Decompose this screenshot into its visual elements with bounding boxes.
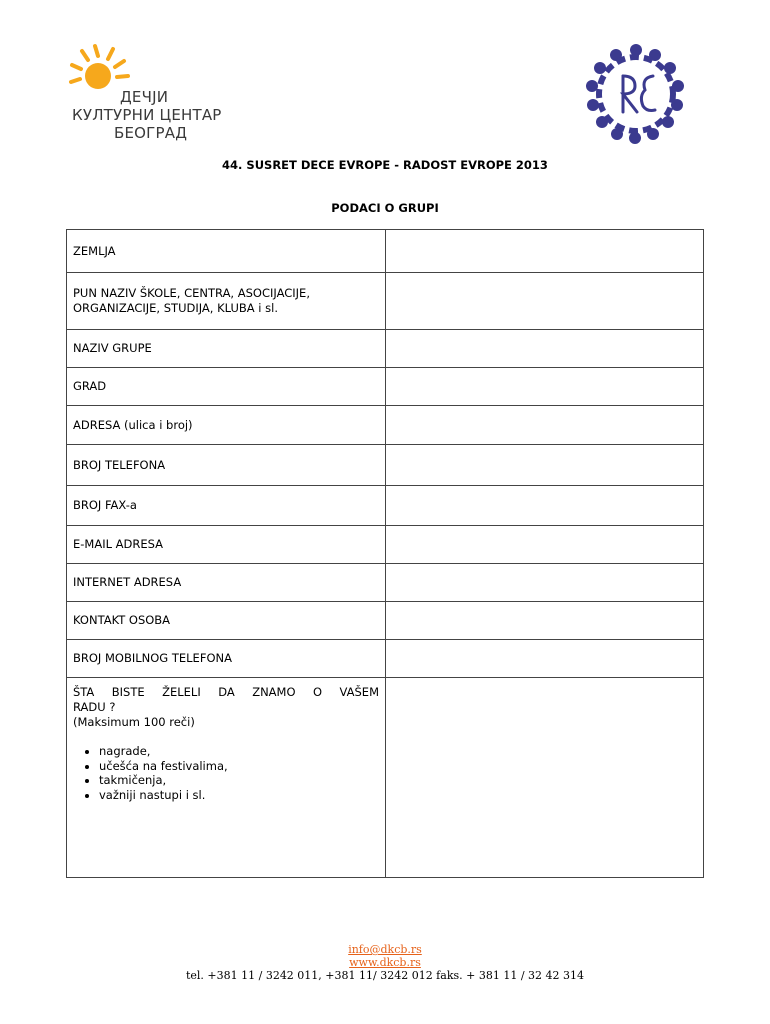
row-label: BROJ FAX-a	[67, 486, 386, 526]
row-label: KONTAKT OSOBA	[67, 602, 386, 640]
row-value-field[interactable]	[386, 330, 704, 368]
footer-phones: tel. +381 11 / 3242 011, +381 11/ 3242 012 faks. + 381 11 / 32 42 314	[185, 969, 585, 982]
table-row	[67, 602, 704, 640]
table-row	[67, 640, 704, 678]
row-value-field[interactable]	[386, 640, 704, 678]
page-title: 44. SUSRET DECE EVROPE - RADOST EVROPE 2013	[222, 158, 548, 172]
row-value-field[interactable]	[386, 445, 704, 486]
list-item: • učešća na festivalima,	[99, 759, 379, 774]
group-data-table	[66, 229, 704, 878]
row-label: PUN NAZIV ŠKOLE, CENTRA, ASOCIJACIJE, ORGANIZACIJE, STUDIJA, KLUBA i sl.	[67, 273, 386, 330]
page-subtitle: PODACI O GRUPI	[331, 201, 439, 215]
list-item: • nagrade,	[99, 744, 379, 759]
row-value-field[interactable]	[386, 230, 704, 273]
table-row	[67, 678, 704, 878]
email-link[interactable]: info@dkcb.rs	[348, 943, 422, 956]
table-row	[67, 406, 704, 445]
question-line-3: (Maksimum 100 reči)	[73, 715, 195, 729]
row-value-field[interactable]	[386, 273, 704, 330]
question-line-1: ŠTA BISTE ŽELELI DA ZNAMO O VAŠEM	[73, 685, 379, 699]
row-value-field[interactable]	[386, 406, 704, 445]
logo-line-2: КУЛТУРНИ ЦЕНТАР	[72, 106, 222, 124]
list-item: • takmičenja,	[99, 773, 379, 788]
row-label: BROJ TELEFONA	[67, 445, 386, 486]
website-link[interactable]: www.dkcb.rs	[349, 956, 421, 969]
table-row	[67, 486, 704, 526]
row-label: E-MAIL ADRESA	[67, 526, 386, 564]
logo-line-3: БЕОГРАД	[114, 124, 188, 142]
row-value-field[interactable]	[386, 486, 704, 526]
table-row	[67, 445, 704, 486]
footer-email-line	[0, 943, 770, 956]
question-line-2: RADU ?	[73, 700, 116, 714]
table-row	[67, 368, 704, 406]
table-row	[67, 330, 704, 368]
table-row	[67, 564, 704, 602]
footer-website-line	[0, 956, 770, 969]
row-label: ADRESA (ulica i broj)	[67, 406, 386, 445]
row-label	[67, 678, 386, 878]
children-circle-emblem-icon	[583, 40, 689, 146]
row-value-field[interactable]	[386, 368, 704, 406]
bullet-list	[73, 744, 379, 802]
row-label: ZEMLJA	[67, 230, 386, 273]
row-label: INTERNET ADRESA	[67, 564, 386, 602]
table-row	[67, 526, 704, 564]
dkc-logo	[68, 40, 228, 145]
logo-line-1: ДЕЧЈИ	[120, 88, 169, 106]
row-label: GRAD	[67, 368, 386, 406]
row-value-field[interactable]	[386, 526, 704, 564]
row-label: BROJ MOBILNOG TELEFONA	[67, 640, 386, 678]
list-item: • važniji nastupi i sl.	[99, 788, 379, 803]
row-value-field[interactable]	[386, 602, 704, 640]
table-row	[67, 230, 704, 273]
table-row	[67, 273, 704, 330]
row-value-field[interactable]	[386, 678, 704, 878]
row-label: NAZIV GRUPE	[67, 330, 386, 368]
row-value-field[interactable]	[386, 564, 704, 602]
